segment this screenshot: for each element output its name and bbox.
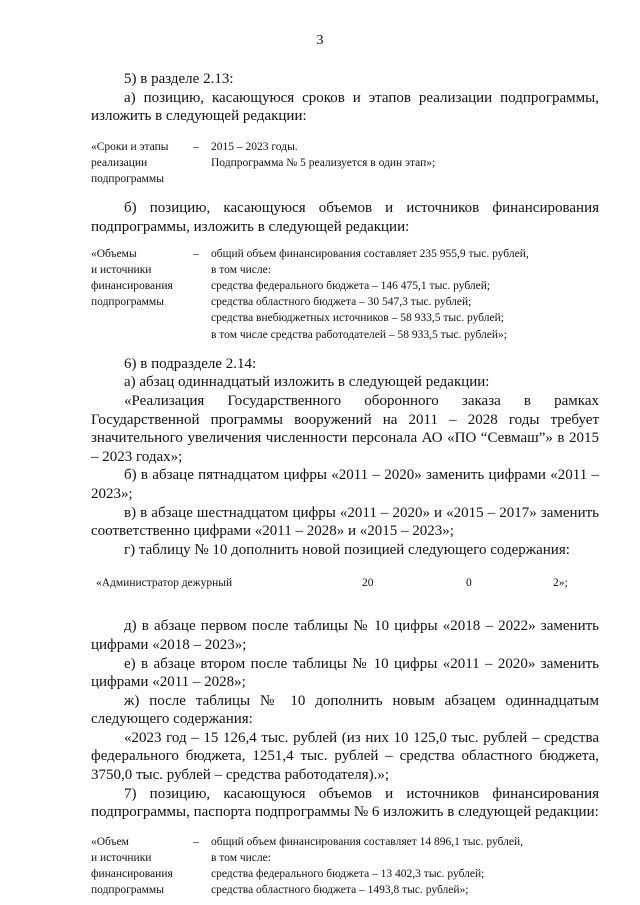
- document-body: [91, 70, 599, 899]
- passport-dash: –: [193, 247, 199, 260]
- page-number: 3: [316, 33, 324, 48]
- paragraph-item-zh-new-eleventh: ж) после таблицы № 10 дополнить новым абзацем одиннадцатым следующего содержания:: [91, 692, 599, 728]
- passport-table-subprogram-6: [91, 834, 599, 899]
- paragraph-item-7-subprogram-6: 7) позицию, касающуюся объемов и источников финансирования подпрограммы, паспорта подпрограммы № 6 изложить в следующей редакции:: [91, 785, 599, 821]
- passport-value-line: 2015 – 2023 годы.: [211, 140, 298, 153]
- paragraph-quote-defense-order: «Реализация Государственного оборонного заказа в рамках Государственной программы вооружений на 2011 – 2028 годы требует значительного увеличения численности персонала АО «ПО “Севмаш”» в 2015 – 2023 годах»;: [91, 392, 599, 465]
- paragraph-item-b-funding: б) позицию, касающуюся объемов и источников финансирования подпрограммы, изложить в следующей редакции:: [91, 200, 599, 235]
- passport-label-subprogram-6: «Объем и источники финансирования подпрограммы: [91, 835, 173, 897]
- passport-dash: –: [193, 835, 199, 848]
- paragraph-item-d-first-after-table: д) в абзаце первом после таблицы № 10 цифры «2018 – 2022» заменить цифрами «2018 – 2023»;: [91, 618, 599, 653]
- passport-table-terms: [91, 139, 599, 188]
- passport-value-line: средства внебюджетных источников – 58 933,5 тыс. рублей;: [211, 312, 504, 325]
- passport-value-line: средства федерального бюджета – 13 402,3 тыс. рублей;: [211, 868, 485, 881]
- table-10-new-row: [91, 577, 599, 595]
- passport-label-funding: «Объемы и источники финансирования подпрограммы: [91, 247, 173, 309]
- passport-values-funding: [211, 246, 599, 343]
- paragraph-item-b-fifteenth: б) в абзаце пятнадцатом цифры «2011 – 2020» заменить цифрами «2011 – 2023»;: [91, 467, 599, 502]
- passport-value-line: Подпрограмма № 5 реализуется в один этап»;: [211, 156, 436, 169]
- passport-value-line: средства областного бюджета – 1493,8 тыс. рублей»;: [211, 884, 469, 897]
- passport-value-line: общий объем финансирования составляет 235 955,9 тыс. рублей,: [211, 247, 529, 260]
- paragraph-item-g-table-10: г) таблицу № 10 дополнить новой позицией следующего содержания:: [124, 541, 570, 558]
- paragraph-section-2-13: 5) в разделе 2.13:: [124, 71, 234, 87]
- passport-values-subprogram-6: [211, 834, 599, 899]
- table-cell-value: 20: [362, 577, 374, 590]
- paragraph-item-a-eleventh: а) абзац одиннадцатый изложить в следующей редакции:: [124, 374, 490, 391]
- passport-table-funding: [91, 246, 599, 343]
- passport-label-terms: «Сроки и этапы реализации подпрограммы: [91, 140, 169, 186]
- paragraph-section-2-14: 6) в подразделе 2.14:: [124, 355, 257, 372]
- paragraph-item-v-sixteenth: в) в абзаце шестнадцатом цифры «2011 – 2020» и «2015 – 2017» заменить соответственно цифрами «2011 – 2028» и «2015 – 2023»;: [91, 504, 599, 540]
- passport-value-line: средства областного бюджета – 30 547,3 тыс. рублей;: [211, 296, 472, 309]
- table-cell-value: 2»;: [553, 577, 568, 590]
- paragraph-item-e-second-after-table: е) в абзаце втором после таблицы № 10 цифры «2011 – 2020» заменить цифрами «2011 – 2028»;: [91, 655, 599, 691]
- passport-value-line: средства федерального бюджета – 146 475,1 тыс. рублей;: [211, 279, 491, 292]
- paragraph-quote-2023: «2023 год – 15 126,4 тыс. рублей (из них 10 125,0 тыс. рублей – средства федерального бюджета, 1251,4 тыс. рублей – средства областного бюджета, 3750,0 тыс. рублей – средства работодателя).»;: [91, 729, 599, 784]
- table-cell-value: 0: [466, 577, 472, 590]
- passport-dash: –: [193, 140, 199, 153]
- paragraph-item-a-terms: а) позицию, касающуюся сроков и этапов реализации подпрограммы, изложить в следующей редакции:: [91, 89, 599, 125]
- passport-value-line: в том числе средства работодателей – 58 933,5 тыс. рублей»;: [211, 328, 507, 341]
- passport-value-line: в том числе:: [211, 263, 271, 276]
- passport-value-line: общий объем финансирования составляет 14 896,1 тыс. рублей,: [211, 835, 523, 848]
- passport-values-terms: [211, 139, 599, 188]
- passport-value-line: в том числе:: [211, 852, 271, 865]
- table-cell-position: «Администратор дежурный: [96, 577, 233, 590]
